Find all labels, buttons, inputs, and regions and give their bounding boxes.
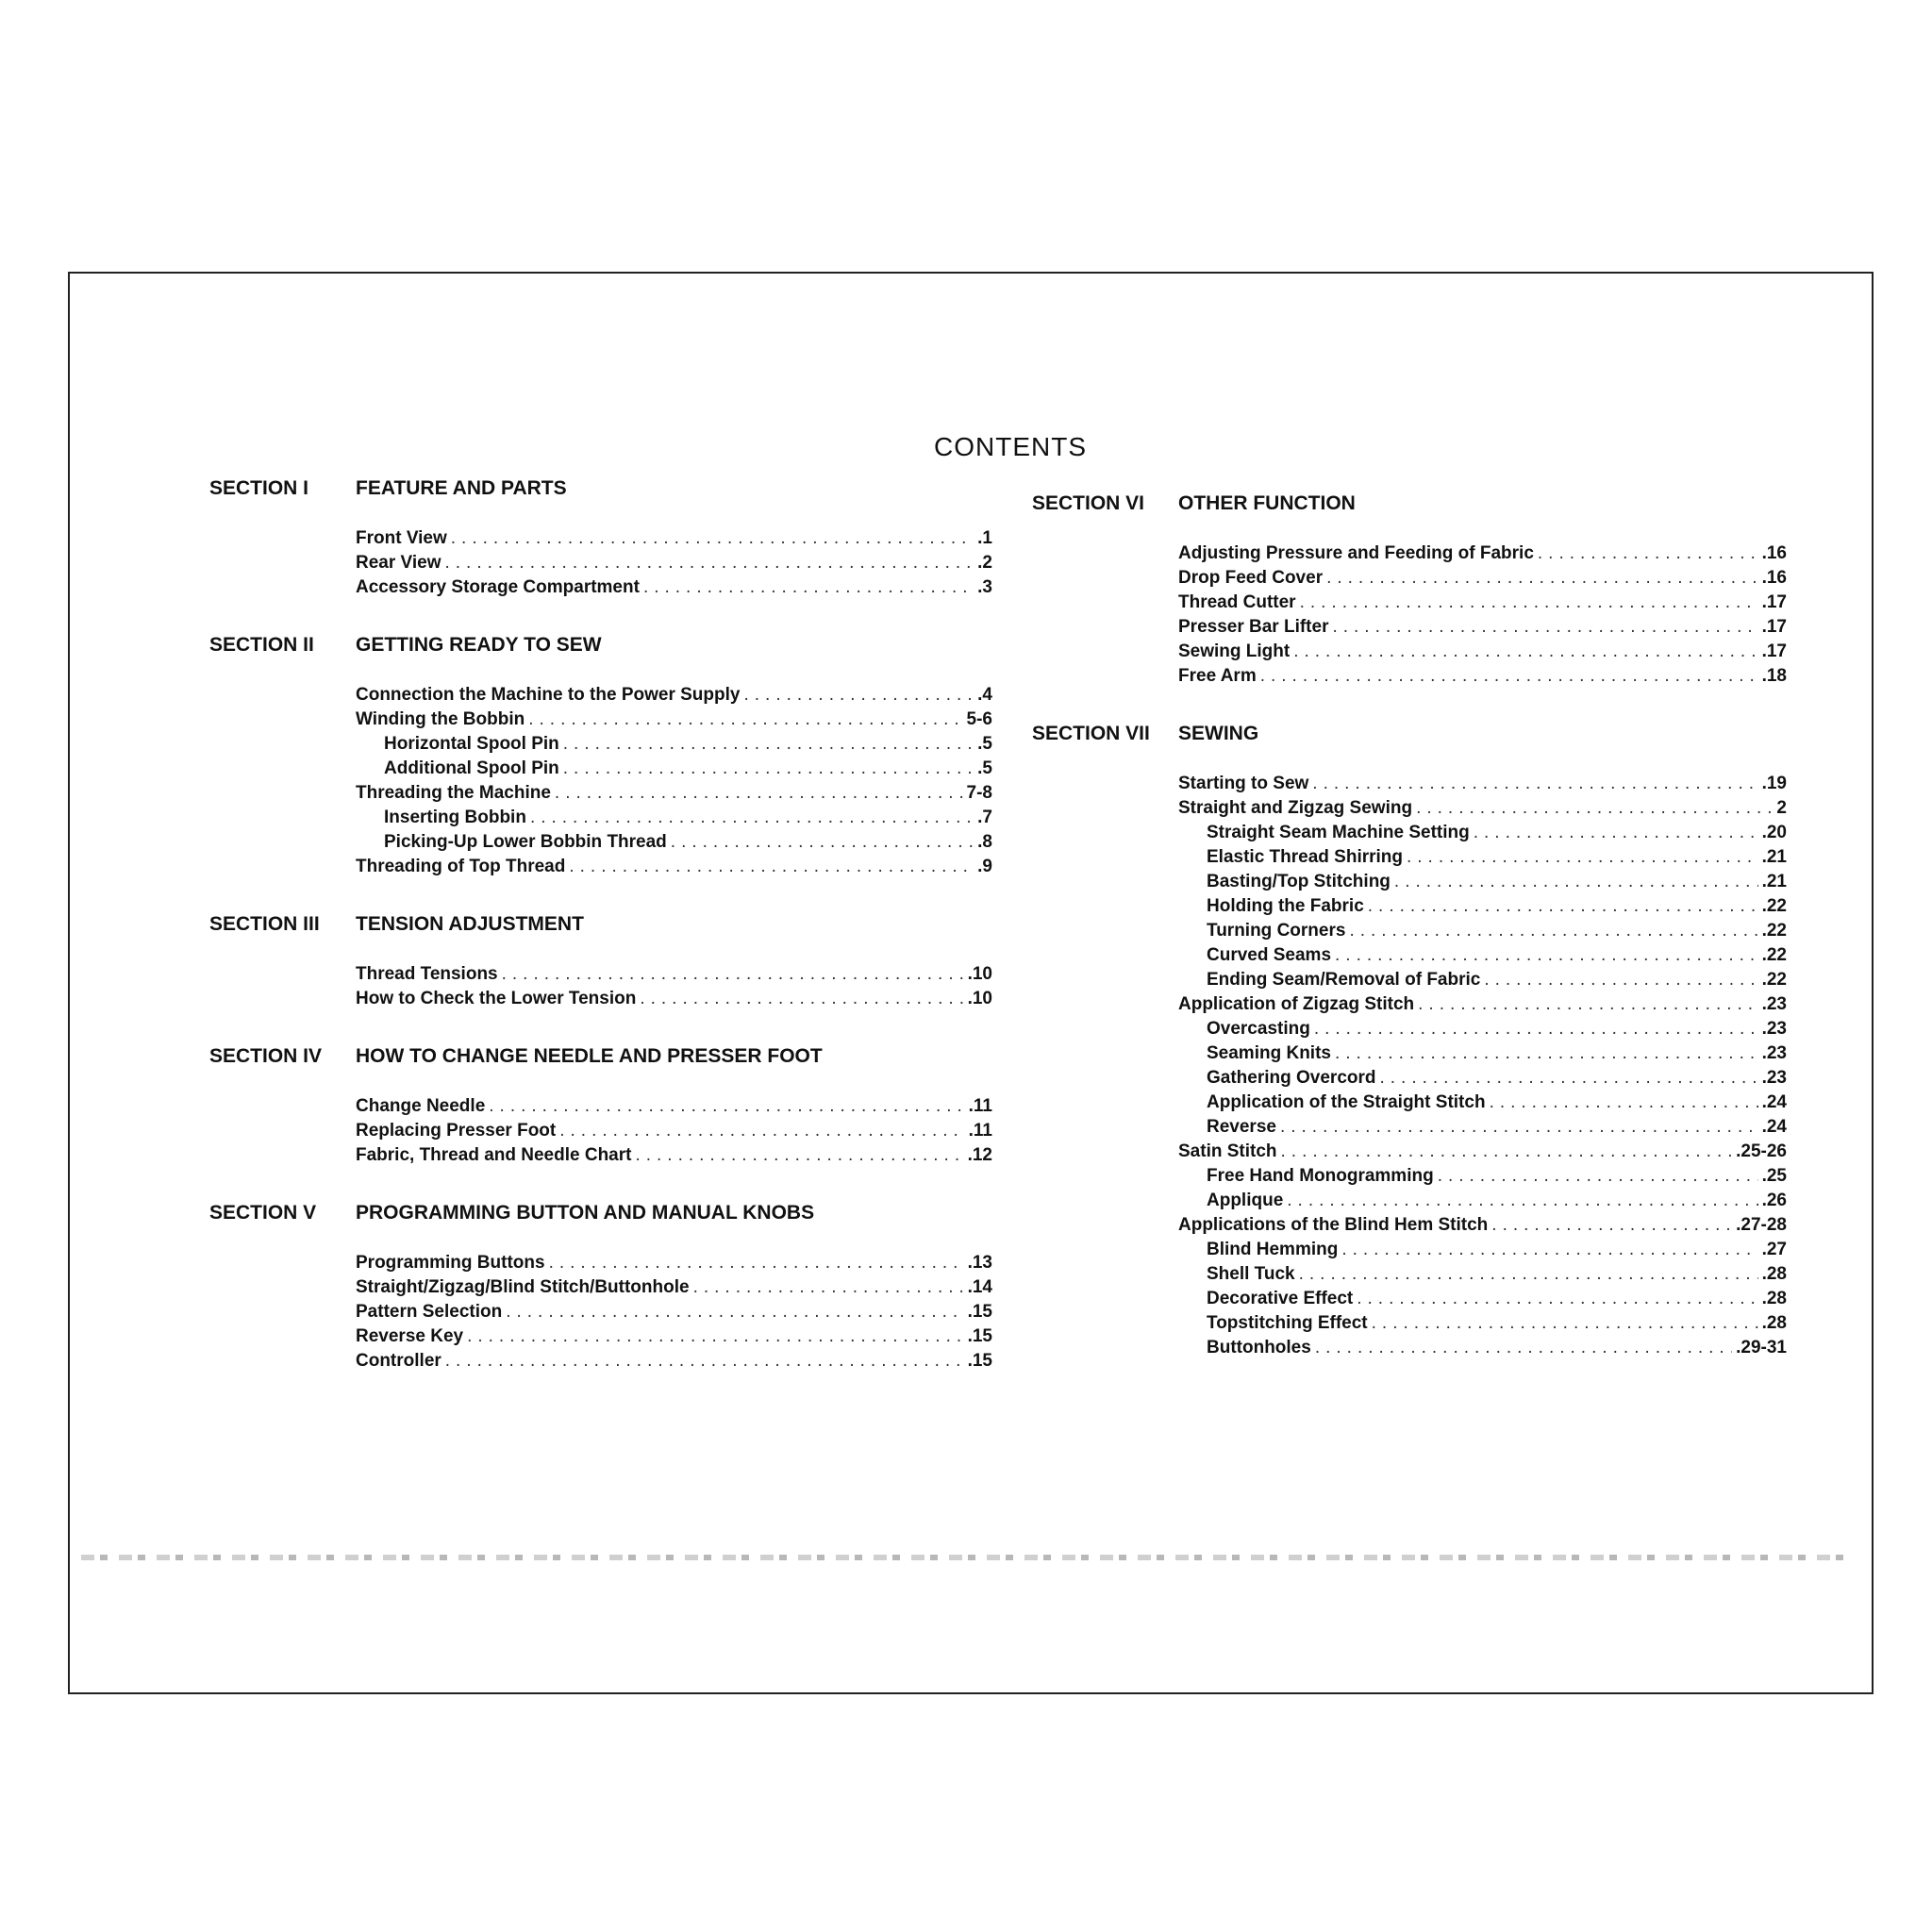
entry-label: Satin Stitch: [1178, 1141, 1277, 1161]
dot-leader: [1335, 1043, 1758, 1064]
section-heading: [1032, 715, 1787, 753]
toc-entry: [356, 709, 992, 734]
dot-leader: [1474, 823, 1758, 843]
toc-entry: [1178, 994, 1787, 1019]
entry-label: Thread Cutter: [1178, 592, 1296, 612]
dot-leader: [635, 1145, 963, 1166]
entry-page-number: .24: [1761, 1092, 1787, 1112]
toc-entry: [356, 528, 992, 553]
section-entries: [356, 1096, 992, 1170]
entry-label: Drop Feed Cover: [1178, 568, 1324, 588]
toc-subentry: [1178, 1117, 1787, 1141]
toc-entry: [356, 1145, 992, 1170]
toc-entry: [1178, 798, 1787, 823]
toc-entry: [1178, 1215, 1787, 1240]
entry-label: Straight and Zigzag Sewing: [1178, 798, 1413, 818]
dot-leader: [1484, 970, 1757, 991]
toc-entry: [1178, 617, 1787, 641]
section-number: SECTION V: [209, 1202, 317, 1224]
toc-entry: [1178, 543, 1787, 568]
toc-entry: [1178, 666, 1787, 691]
entry-label: Decorative Effect: [1207, 1289, 1354, 1308]
toc-entry: [356, 553, 992, 577]
entry-page-number: .25: [1761, 1166, 1787, 1186]
entry-page-number: .7: [977, 808, 992, 827]
entry-page-number: .20: [1761, 823, 1787, 842]
entry-label: Winding the Bobbin: [356, 709, 525, 729]
entry-page-number: .28: [1761, 1264, 1787, 1284]
toc-entry: [356, 577, 992, 602]
entry-page-number: .26: [1761, 1191, 1787, 1210]
entry-label: Straight Seam Machine Setting: [1207, 823, 1470, 842]
toc-entry: [356, 857, 992, 881]
dot-leader: [640, 989, 963, 1009]
entry-page-number: 2: [1776, 798, 1787, 818]
entry-label: Gathering Overcord: [1207, 1068, 1376, 1088]
toc-entry: [356, 964, 992, 989]
toc-subentry: [1178, 1092, 1787, 1117]
dot-leader: [444, 553, 974, 574]
dot-leader: [1394, 872, 1758, 892]
dot-leader: [530, 808, 974, 828]
entry-label: Starting to Sew: [1178, 774, 1309, 793]
entry-page-number: .16: [1761, 568, 1787, 588]
section-entries: [356, 685, 992, 881]
entry-label: Curved Seams: [1207, 945, 1332, 965]
entry-page-number: .5: [977, 758, 992, 778]
dot-leader: [1326, 568, 1757, 589]
dot-leader: [1491, 1215, 1732, 1236]
dot-leader: [563, 734, 974, 755]
dot-leader: [1287, 1191, 1757, 1211]
section-heading: [209, 626, 992, 664]
entry-label: Basting/Top Stitching: [1207, 872, 1391, 891]
entry-page-number: .23: [1761, 994, 1787, 1014]
toc-subentry: [1178, 847, 1787, 872]
entry-label: Application of Zigzag Stitch: [1178, 994, 1415, 1014]
dot-leader: [451, 528, 974, 549]
toc-section: [209, 1194, 992, 1375]
entry-page-number: .23: [1761, 1043, 1787, 1063]
section-heading: [209, 470, 992, 508]
dot-leader: [1380, 1068, 1758, 1089]
entry-label: Applique: [1207, 1191, 1284, 1210]
entry-label: Application of the Straight Stitch: [1207, 1092, 1486, 1112]
toc-entry: [356, 1326, 992, 1351]
entry-page-number: .28: [1761, 1313, 1787, 1333]
dot-leader: [1314, 1019, 1758, 1040]
entry-label: Threading the Machine: [356, 783, 551, 803]
entry-label: Additional Spool Pin: [384, 758, 559, 778]
entry-label: Adjusting Pressure and Feeding of Fabric: [1178, 543, 1534, 563]
toc-entry: [1178, 641, 1787, 666]
section-heading: [209, 906, 992, 943]
entry-page-number: .28: [1761, 1289, 1787, 1308]
entry-label: Seaming Knits: [1207, 1043, 1331, 1063]
toc-section: [1032, 715, 1787, 1362]
dot-leader: [1299, 1264, 1758, 1285]
dot-leader: [502, 964, 964, 985]
toc-subentry: [1178, 1313, 1787, 1338]
entry-label: Replacing Presser Foot: [356, 1121, 557, 1141]
section-number: SECTION VII: [1032, 723, 1150, 744]
section-entries: [356, 1253, 992, 1375]
entry-page-number: .16: [1761, 543, 1787, 563]
section-heading: [1032, 485, 1787, 523]
section-name: TENSION ADJUSTMENT: [356, 913, 584, 935]
dot-leader: [1341, 1240, 1757, 1260]
entry-page-number: .22: [1761, 896, 1787, 916]
entry-label: Inserting Bobbin: [384, 808, 526, 827]
toc-subentry: [356, 734, 992, 758]
section-name: SEWING: [1178, 723, 1259, 744]
dot-leader: [1315, 1338, 1732, 1358]
entry-page-number: .13: [967, 1253, 992, 1273]
entry-page-number: .11: [968, 1096, 992, 1116]
toc-subentry: [1178, 1166, 1787, 1191]
toc-subentry: [1178, 1338, 1787, 1362]
dot-leader: [1490, 1092, 1758, 1113]
toc-section: [209, 906, 992, 1013]
dot-leader: [1357, 1289, 1757, 1309]
toc-subentry: [1178, 1264, 1787, 1289]
entry-label: Topstitching Effect: [1207, 1313, 1368, 1333]
entry-page-number: .15: [967, 1326, 992, 1346]
section-number: SECTION II: [209, 634, 314, 656]
section-heading: [209, 1194, 992, 1232]
entry-page-number: .18: [1761, 666, 1787, 686]
dot-leader: [1438, 1166, 1758, 1187]
toc-subentry: [1178, 872, 1787, 896]
dot-leader: [445, 1351, 964, 1372]
dot-leader: [506, 1302, 963, 1323]
entry-page-number: .10: [967, 989, 992, 1008]
toc-entry: [1178, 592, 1787, 617]
entry-page-number: .8: [977, 832, 992, 852]
toc-section: [209, 1038, 992, 1170]
dot-leader: [1281, 1141, 1733, 1162]
dot-leader: [1293, 641, 1757, 662]
section-name: GETTING READY TO SEW: [356, 634, 602, 656]
dot-leader: [1418, 994, 1757, 1015]
toc-subentry: [1178, 921, 1787, 945]
section-number: SECTION VI: [1032, 492, 1145, 514]
toc-subentry: [1178, 1043, 1787, 1068]
entry-label: Horizontal Spool Pin: [384, 734, 559, 754]
entry-label: Thread Tensions: [356, 964, 498, 984]
entry-label: Reverse Key: [356, 1326, 464, 1346]
section-number: SECTION IV: [209, 1045, 323, 1067]
dot-leader: [671, 832, 974, 853]
dot-leader: [1312, 774, 1757, 794]
toc-entry: [1178, 1141, 1787, 1166]
section-entries: [356, 964, 992, 1013]
toc-entry: [356, 1096, 992, 1121]
left-column: [209, 470, 992, 1400]
entry-page-number: .9: [977, 857, 992, 876]
entry-label: Elastic Thread Shirring: [1207, 847, 1403, 867]
dot-leader: [1407, 847, 1758, 868]
entry-page-number: .27-28: [1736, 1215, 1787, 1235]
entry-label: Presser Bar Lifter: [1178, 617, 1329, 637]
entry-page-number: 5-6: [966, 709, 992, 729]
entry-label: Controller: [356, 1351, 441, 1371]
toc-subentry: [1178, 945, 1787, 970]
section-name: FEATURE AND PARTS: [356, 477, 567, 499]
toc-subentry: [1178, 1191, 1787, 1215]
toc-subentry: [356, 832, 992, 857]
section-name: PROGRAMMING BUTTON AND MANUAL KNOBS: [356, 1202, 815, 1224]
entry-label: Reverse: [1207, 1117, 1276, 1137]
toc-entry: [356, 1302, 992, 1326]
entry-label: Free Arm: [1178, 666, 1257, 686]
dot-leader: [643, 577, 974, 598]
toc-subentry: [1178, 1240, 1787, 1264]
entry-page-number: .19: [1761, 774, 1787, 793]
entry-label: Ending Seam/Removal of Fabric: [1207, 970, 1481, 990]
entry-page-number: .21: [1761, 847, 1787, 867]
entry-label: Accessory Storage Compartment: [356, 577, 640, 597]
entry-page-number: .3: [977, 577, 992, 597]
entry-page-number: .12: [967, 1145, 992, 1165]
dot-leader: [563, 758, 974, 779]
toc-section: [209, 626, 992, 881]
entry-page-number: .15: [967, 1302, 992, 1322]
entry-label: Applications of the Blind Hem Stitch: [1178, 1215, 1489, 1235]
entry-label: Sewing Light: [1178, 641, 1291, 661]
toc-entry: [356, 1277, 992, 1302]
entry-page-number: .15: [967, 1351, 992, 1371]
toc-entry: [1178, 774, 1787, 798]
dot-leader: [1280, 1117, 1758, 1138]
entry-page-number: .10: [967, 964, 992, 984]
entry-page-number: .4: [977, 685, 992, 705]
toc-subentry: [1178, 823, 1787, 847]
section-heading: [209, 1038, 992, 1075]
dot-leader: [1335, 945, 1758, 966]
entry-page-number: .11: [968, 1121, 992, 1141]
toc-entry: [356, 685, 992, 709]
entry-page-number: .22: [1761, 945, 1787, 965]
entry-page-number: .1: [977, 528, 992, 548]
toc-subentry: [1178, 896, 1787, 921]
entry-page-number: 7-8: [966, 783, 992, 803]
right-column: [1032, 485, 1787, 1387]
section-number: SECTION I: [209, 477, 309, 499]
entry-label: Turning Corners: [1207, 921, 1346, 941]
entry-label: Programming Buttons: [356, 1253, 545, 1273]
contents-title: CONTENTS: [934, 432, 1087, 461]
entry-label: Holding the Fabric: [1207, 896, 1364, 916]
section-name: HOW TO CHANGE NEEDLE AND PRESSER FOOT: [356, 1045, 823, 1067]
toc-entry: [356, 783, 992, 808]
toc-entry: [356, 1351, 992, 1375]
entry-page-number: .27: [1761, 1240, 1787, 1259]
entry-page-number: .25-26: [1736, 1141, 1787, 1161]
entry-label: Picking-Up Lower Bobbin Thread: [384, 832, 667, 852]
entry-label: Rear View: [356, 553, 441, 573]
entry-page-number: .5: [977, 734, 992, 754]
toc-subentry: [1178, 1289, 1787, 1313]
section-name: OTHER FUNCTION: [1178, 492, 1356, 514]
scan-artifact-line: [81, 1555, 1855, 1560]
entry-label: Shell Tuck: [1207, 1264, 1295, 1284]
toc-subentry: [356, 808, 992, 832]
dot-leader: [559, 1121, 964, 1141]
dot-leader: [555, 783, 963, 804]
entry-label: Free Hand Monogramming: [1207, 1166, 1434, 1186]
section-entries: [356, 528, 992, 602]
dot-leader: [528, 709, 962, 730]
dot-leader: [1416, 798, 1773, 819]
entry-page-number: .17: [1761, 592, 1787, 612]
entry-label: Pattern Selection: [356, 1302, 503, 1322]
entry-label: Fabric, Thread and Needle Chart: [356, 1145, 632, 1165]
toc-entry: [356, 989, 992, 1013]
section-entries: [1178, 543, 1787, 691]
dot-leader: [1538, 543, 1758, 564]
section-number: SECTION III: [209, 913, 320, 935]
entry-page-number: .22: [1761, 970, 1787, 990]
entry-page-number: .22: [1761, 921, 1787, 941]
dot-leader: [743, 685, 974, 706]
entry-label: How to Check the Lower Tension: [356, 989, 637, 1008]
dot-leader: [1372, 1313, 1758, 1334]
toc-subentry: [1178, 1068, 1787, 1092]
entry-page-number: .24: [1761, 1117, 1787, 1137]
toc-section: [1032, 485, 1787, 691]
entry-label: Front View: [356, 528, 447, 548]
entry-label: Straight/Zigzag/Blind Stitch/Buttonhole: [356, 1277, 690, 1297]
dot-leader: [1332, 617, 1757, 638]
entry-page-number: .17: [1761, 641, 1787, 661]
dot-leader: [1349, 921, 1757, 941]
dot-leader: [1300, 592, 1758, 613]
dot-leader: [467, 1326, 963, 1347]
entry-label: Connection the Machine to the Power Supply: [356, 685, 741, 705]
dot-leader: [549, 1253, 964, 1274]
entry-page-number: .21: [1761, 872, 1787, 891]
dot-leader: [1368, 896, 1758, 917]
entry-label: Blind Hemming: [1207, 1240, 1339, 1259]
entry-page-number: .29-31: [1736, 1338, 1787, 1357]
entry-page-number: .23: [1761, 1019, 1787, 1039]
entry-page-number: .14: [967, 1277, 992, 1297]
dot-leader: [489, 1096, 964, 1117]
toc-subentry: [1178, 1019, 1787, 1043]
toc-section: [209, 470, 992, 602]
entry-page-number: .17: [1761, 617, 1787, 637]
toc-subentry: [1178, 970, 1787, 994]
entry-label: Overcasting: [1207, 1019, 1310, 1039]
section-entries: [1178, 774, 1787, 1362]
toc-entry: [356, 1121, 992, 1145]
entry-label: Threading of Top Thread: [356, 857, 566, 876]
entry-page-number: .23: [1761, 1068, 1787, 1088]
toc-entry: [356, 1253, 992, 1277]
toc-subentry: [356, 758, 992, 783]
dot-leader: [1260, 666, 1758, 687]
dot-leader: [693, 1277, 964, 1298]
dot-leader: [569, 857, 974, 877]
entry-label: Change Needle: [356, 1096, 486, 1116]
toc-entry: [1178, 568, 1787, 592]
entry-page-number: .2: [977, 553, 992, 573]
entry-label: Buttonholes: [1207, 1338, 1311, 1357]
